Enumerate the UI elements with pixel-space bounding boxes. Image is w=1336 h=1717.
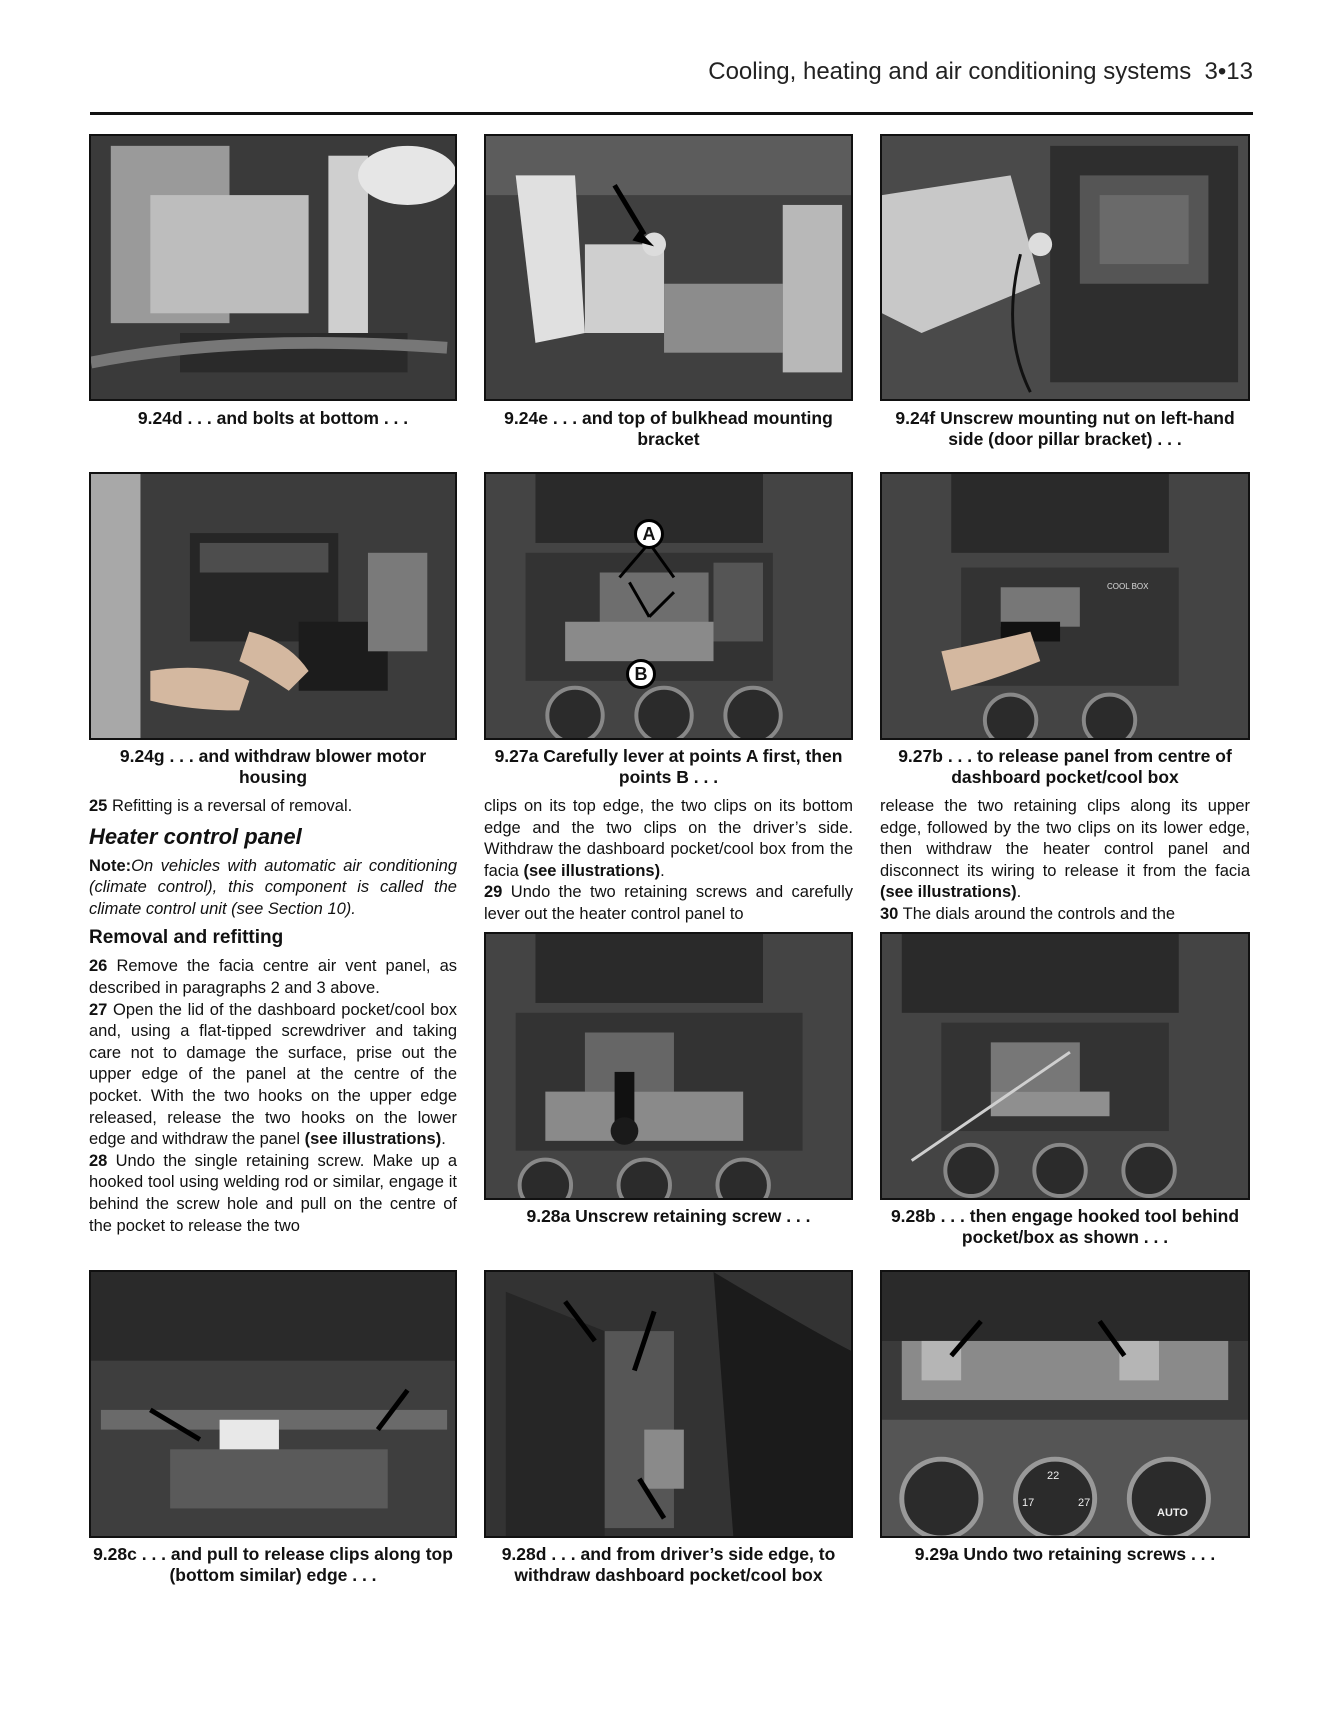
para-27-text: Open the lid of the dashboard pocket/cool box and, using a flat-tipped screwdriver and taking care not to damage the surface, prise out the upper edge of the panel at the centre of the pocket. With the two hooks on the upper edge released, release the two hooks on the lower edge and withdraw the panel	[89, 1000, 457, 1149]
text-column-2	[484, 796, 853, 926]
photo-9-24d	[89, 134, 457, 401]
header-rule	[90, 112, 1253, 115]
note-text: On vehicles with automatic air conditioning (climate control), this component is called the climate control unit (see Section 10).	[89, 856, 457, 918]
photo-9-28a	[484, 932, 853, 1200]
photo-9-24g	[89, 472, 457, 740]
dial-label-27: 27	[1078, 1497, 1091, 1509]
para-28-number: 28	[89, 1151, 108, 1170]
para-28-ref: (see illustrations)	[523, 861, 661, 880]
point-b-label: B	[626, 659, 656, 689]
text-column-3	[880, 796, 1250, 926]
running-header	[678, 58, 1253, 86]
caption-9-24d: 9.24d . . . and bolts at bottom . . .	[137, 408, 409, 428]
caption-9-28d: 9.28d . . . and from driver’s side edge, to withdraw dashboard pocket/cool box	[501, 1544, 836, 1585]
section-heading: Heater control panel	[89, 823, 302, 849]
para-29-text: Undo the two retaining screws and carefully lever out the heater control panel to	[484, 883, 853, 923]
photo-9-29a	[880, 1270, 1250, 1538]
para-29-ref: (see illustrations)	[880, 883, 1017, 902]
para-28-continued: clips on its top edge, the two clips on its bottom edge and the two clips on the driver’s side. Withdraw the dashboard pocket/cool box from the facia	[484, 797, 853, 880]
photo-9-24f	[880, 134, 1250, 401]
photo-9-27a	[484, 472, 853, 740]
chapter-title: Cooling, heating and air conditioning systems	[708, 58, 1192, 85]
photo-9-28c	[89, 1270, 457, 1538]
para-27-end: .	[441, 1130, 446, 1149]
caption-9-28a: 9.28a Unscrew retaining screw . . .	[526, 1206, 811, 1226]
photo-9-28d	[484, 1270, 853, 1538]
caption-9-27a: 9.27a Carefully lever at points A first, then points B . . .	[494, 746, 843, 787]
dial-label-22: 22	[1047, 1470, 1060, 1482]
cool-box-label: COOL BOX	[1107, 582, 1149, 591]
caption-9-29a: 9.29a Undo two retaining screws . . .	[914, 1544, 1216, 1564]
para-28-text: Undo the single retaining screw. Make up a hooked tool using welding rod or similar, engage it behind the screw hole and pull on the centre of the pocket to release the two	[89, 1151, 457, 1235]
para-25-number: 25	[89, 797, 108, 815]
caption-9-24e: 9.24e . . . and top of bulkhead mounting bracket	[504, 408, 833, 449]
caption-9-28b: 9.28b . . . then engage hooked tool behind pocket/box as shown . . .	[890, 1206, 1240, 1247]
photo-9-27b	[880, 472, 1250, 740]
caption-9-28c: 9.28c . . . and pull to release clips along top (bottom similar) edge . . .	[93, 1544, 453, 1585]
caption-9-27b: 9.27b . . . to release panel from centre of dashboard pocket/cool box	[898, 746, 1232, 787]
para-29-continued: release the two retaining clips along its upper edge, followed by the two clips on its lower edge, then withdraw the heater control panel and disconnect its wiring to release it from the facia	[880, 797, 1250, 880]
para-29-end: .	[1016, 883, 1022, 902]
para-27-number: 27	[89, 1000, 108, 1019]
auto-label: AUTO	[1157, 1507, 1188, 1519]
point-a-label: A	[634, 519, 664, 549]
photo-9-28b	[880, 932, 1250, 1200]
dial-label-17: 17	[1022, 1497, 1035, 1509]
para-26-text: Remove the facia centre air vent panel, as described in paragraphs 2 and 3 above.	[89, 957, 457, 997]
text-column-1	[89, 796, 457, 1237]
note-label: Note:	[89, 856, 132, 875]
para-28-end: .	[660, 861, 665, 880]
caption-9-24f: 9.24f Unscrew mounting nut on left-hand side (door pillar bracket) . . .	[895, 408, 1235, 449]
subsection-heading: Removal and refitting	[89, 927, 284, 949]
photo-9-24e	[484, 134, 853, 401]
para-26-number: 26	[89, 957, 108, 976]
page-number: 3•13	[1204, 58, 1253, 85]
para-30-text: The dials around the controls and the	[902, 904, 1176, 923]
caption-9-24g: 9.24g . . . and withdraw blower motor housing	[119, 746, 427, 787]
para-27-ref: (see illustrations)	[304, 1130, 442, 1149]
para-30-number: 30	[880, 904, 899, 923]
para-29-number: 29	[484, 883, 503, 902]
para-25-text: Refitting is a reversal of removal.	[111, 797, 353, 815]
